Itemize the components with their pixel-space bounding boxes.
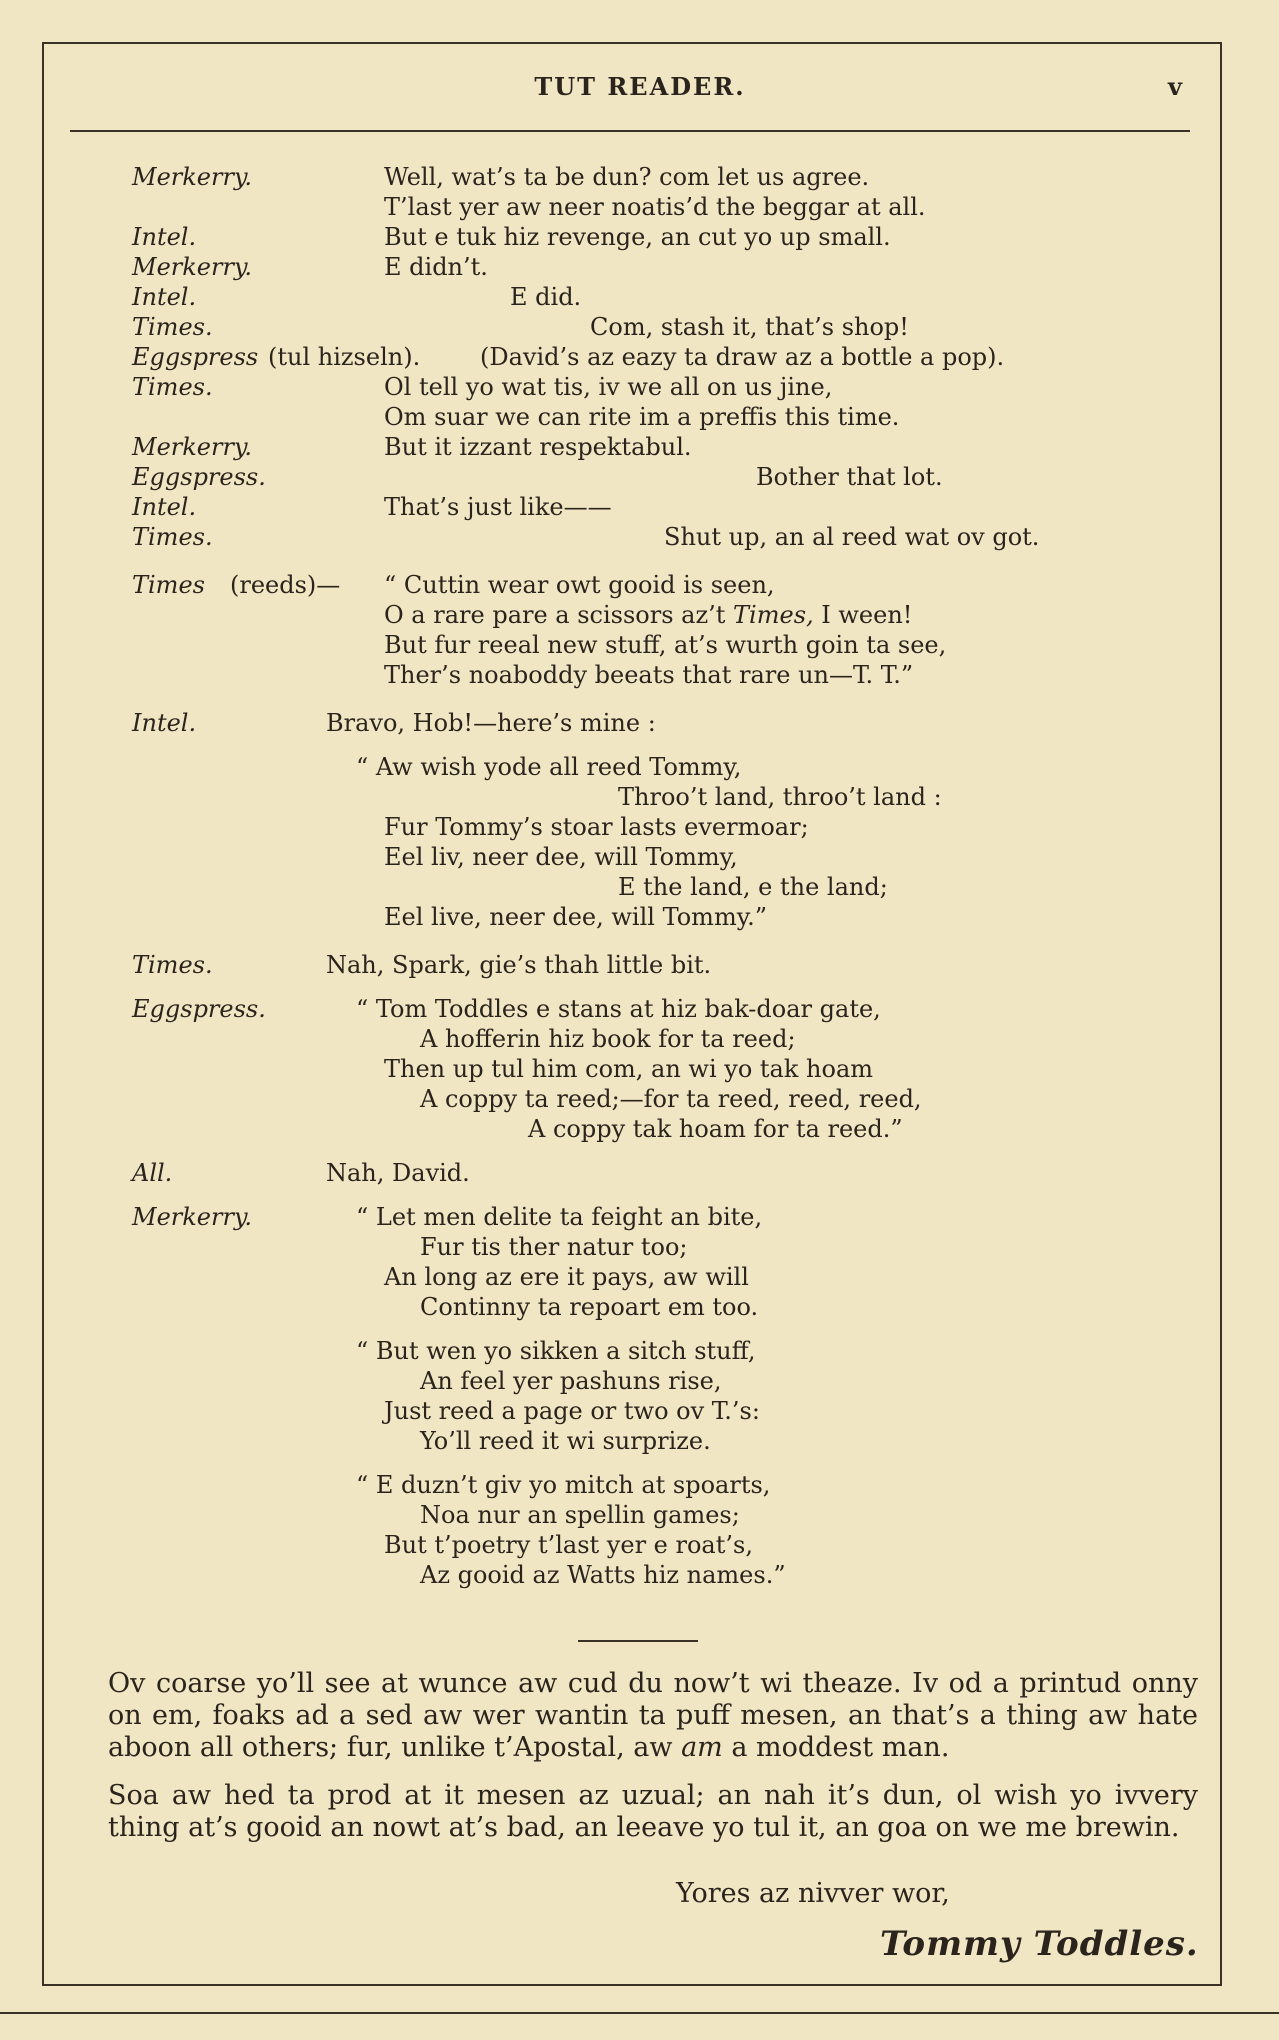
- prose-body: [108, 1668, 1198, 1860]
- dialogue-line: Bother that lot.: [756, 463, 943, 491]
- speaker: Intel.: [132, 223, 197, 251]
- verse-line: “ E duzn’t giv yo mitch at spoarts,: [356, 1471, 771, 1499]
- verse-line: Noa nur an spellin games;: [420, 1501, 740, 1529]
- dialogue-line: Bravo, Hob!—here’s mine :: [326, 709, 656, 737]
- verse-line: Fur Tommy’s stoar lasts evermoar;: [384, 813, 809, 841]
- speaker: Times.: [132, 523, 213, 551]
- paragraph: Soa aw hed ta prod at it mesen az uzual; an nah it’s dun, ol wish yo ivvery thing at’s gooid an nowt at’s bad, an leeave yo tul it, an goa on we me brewin.: [108, 1780, 1198, 1843]
- verse-line: “ Aw wish yode all reed Tommy,: [356, 753, 742, 781]
- running-head: TUT READER.: [534, 72, 746, 101]
- page-header: [70, 72, 1210, 112]
- dialogue-line: Shut up, an al reed wat ov got.: [664, 523, 1040, 551]
- verse-line: But fur reeal new stuff, at’s wurth goin ta see,: [384, 631, 947, 659]
- verse-line: Eel liv, neer dee, will Tommy,: [384, 843, 738, 871]
- verse-line: “ Tom Toddles e stans at hiz bak-doar gate,: [356, 995, 881, 1023]
- speaker: Times.: [132, 313, 213, 341]
- page-number: v: [1168, 72, 1182, 101]
- verse-line: A hofferin hiz book for ta reed;: [420, 1025, 796, 1053]
- verse-line: Then up tul him com, an wi yo tak hoam: [384, 1055, 874, 1083]
- speaker: All.: [132, 1159, 173, 1187]
- verse-line: “ Cuttin wear owt gooid is seen,: [384, 571, 775, 599]
- verse-line: An feel yer pashuns rise,: [420, 1367, 722, 1395]
- dialogue-line: That’s just like——: [384, 493, 612, 521]
- speaker: Times.: [132, 951, 213, 979]
- speaker: Eggspress.: [132, 463, 266, 491]
- dialogue-line: Ol tell yo wat tis, iv we all on us jine,: [384, 373, 833, 401]
- verse-line: “ But wen yo sikken a sitch stuff,: [356, 1337, 756, 1365]
- speaker: Eggspress.: [132, 995, 266, 1023]
- dialogue-line: Well, wat’s ta be dun? com let us agree.: [384, 163, 870, 191]
- speaker: Times.: [132, 373, 213, 401]
- dialogue-line: Nah, David.: [326, 1159, 470, 1187]
- dialogue: [132, 162, 1132, 1590]
- verse-line: Az gooid az Watts hiz names.”: [420, 1561, 786, 1589]
- verse-line: Ther’s noaboddy beeats that rare un—T. T.”: [384, 661, 914, 689]
- header-rule: [70, 130, 1190, 132]
- stage-direction: (reeds)—: [230, 571, 341, 599]
- signature: Tommy Toddles.: [880, 1924, 1199, 1964]
- verse-line: Yo’ll reed it wi surprize.: [420, 1427, 711, 1455]
- page-bottom-rule: [0, 2012, 1279, 2014]
- speaker: Merkerry.: [132, 1203, 252, 1231]
- verse-line: O a rare pare a scissors az’t Times, I ween!: [384, 601, 913, 629]
- dialogue-line: Om suar we can rite im a preffis this time.: [384, 403, 900, 431]
- verse-line: “ Let men delite ta feight an bite,: [356, 1203, 763, 1231]
- dialogue-line: Nah, Spark, gie’s thah little bit.: [326, 951, 712, 979]
- speaker: Eggspress: [132, 343, 259, 371]
- dialogue-line: E did.: [510, 283, 582, 311]
- verse-line: A coppy tak hoam for ta reed.”: [528, 1115, 903, 1143]
- verse-line: An long az ere it pays, aw will: [384, 1263, 749, 1291]
- dialogue-line: But e tuk hiz revenge, an cut yo up small.: [384, 223, 891, 251]
- speaker: Intel.: [132, 709, 197, 737]
- speaker: Intel.: [132, 283, 197, 311]
- verse-line: Fur tis ther natur too;: [420, 1233, 688, 1261]
- verse-line: Eel live, neer dee, will Tommy.”: [384, 903, 767, 931]
- verse-line: But t’poetry t’last yer e roat’s,: [384, 1531, 753, 1559]
- closing-line: Yores az nivver wor,: [676, 1878, 950, 1909]
- verse-line: Just reed a page or two ov T.’s:: [384, 1397, 760, 1425]
- speaker: Merkerry.: [132, 433, 252, 461]
- speaker: Intel.: [132, 493, 197, 521]
- verse-line: Continny ta repoart em too.: [420, 1293, 759, 1321]
- speaker: Merkerry.: [132, 253, 252, 281]
- dialogue-line: T’last yer aw neer noatis’d the beggar at all.: [384, 193, 926, 221]
- verse-line: A coppy ta reed;—for ta reed, reed, reed,: [420, 1085, 922, 1113]
- verse-line: E the land, e the land;: [618, 873, 888, 901]
- dialogue-line: E didn’t.: [384, 253, 488, 281]
- verse-line: Throo’t land, throo’t land :: [618, 783, 942, 811]
- section-divider: [578, 1640, 698, 1642]
- speaker: Merkerry.: [132, 163, 252, 191]
- paragraph: Ov coarse yo’ll see at wunce aw cud du now’t wi theaze. Iv od a printud onny on em, foaks ad a sed aw wer wantin ta puff mesen, an that’s a thing aw hate aboon all others; fur, unlike t’Apostal, aw am a moddest man.: [108, 1668, 1198, 1763]
- stage-direction: (tul hizseln).: [268, 343, 421, 371]
- speaker: Times: [132, 571, 205, 599]
- dialogue-line: But it izzant respektabul.: [384, 433, 692, 461]
- dialogue-line: Com, stash it, that’s shop!: [590, 313, 909, 341]
- dialogue-line: (David’s az eazy ta draw az a bottle a pop).: [480, 343, 1005, 371]
